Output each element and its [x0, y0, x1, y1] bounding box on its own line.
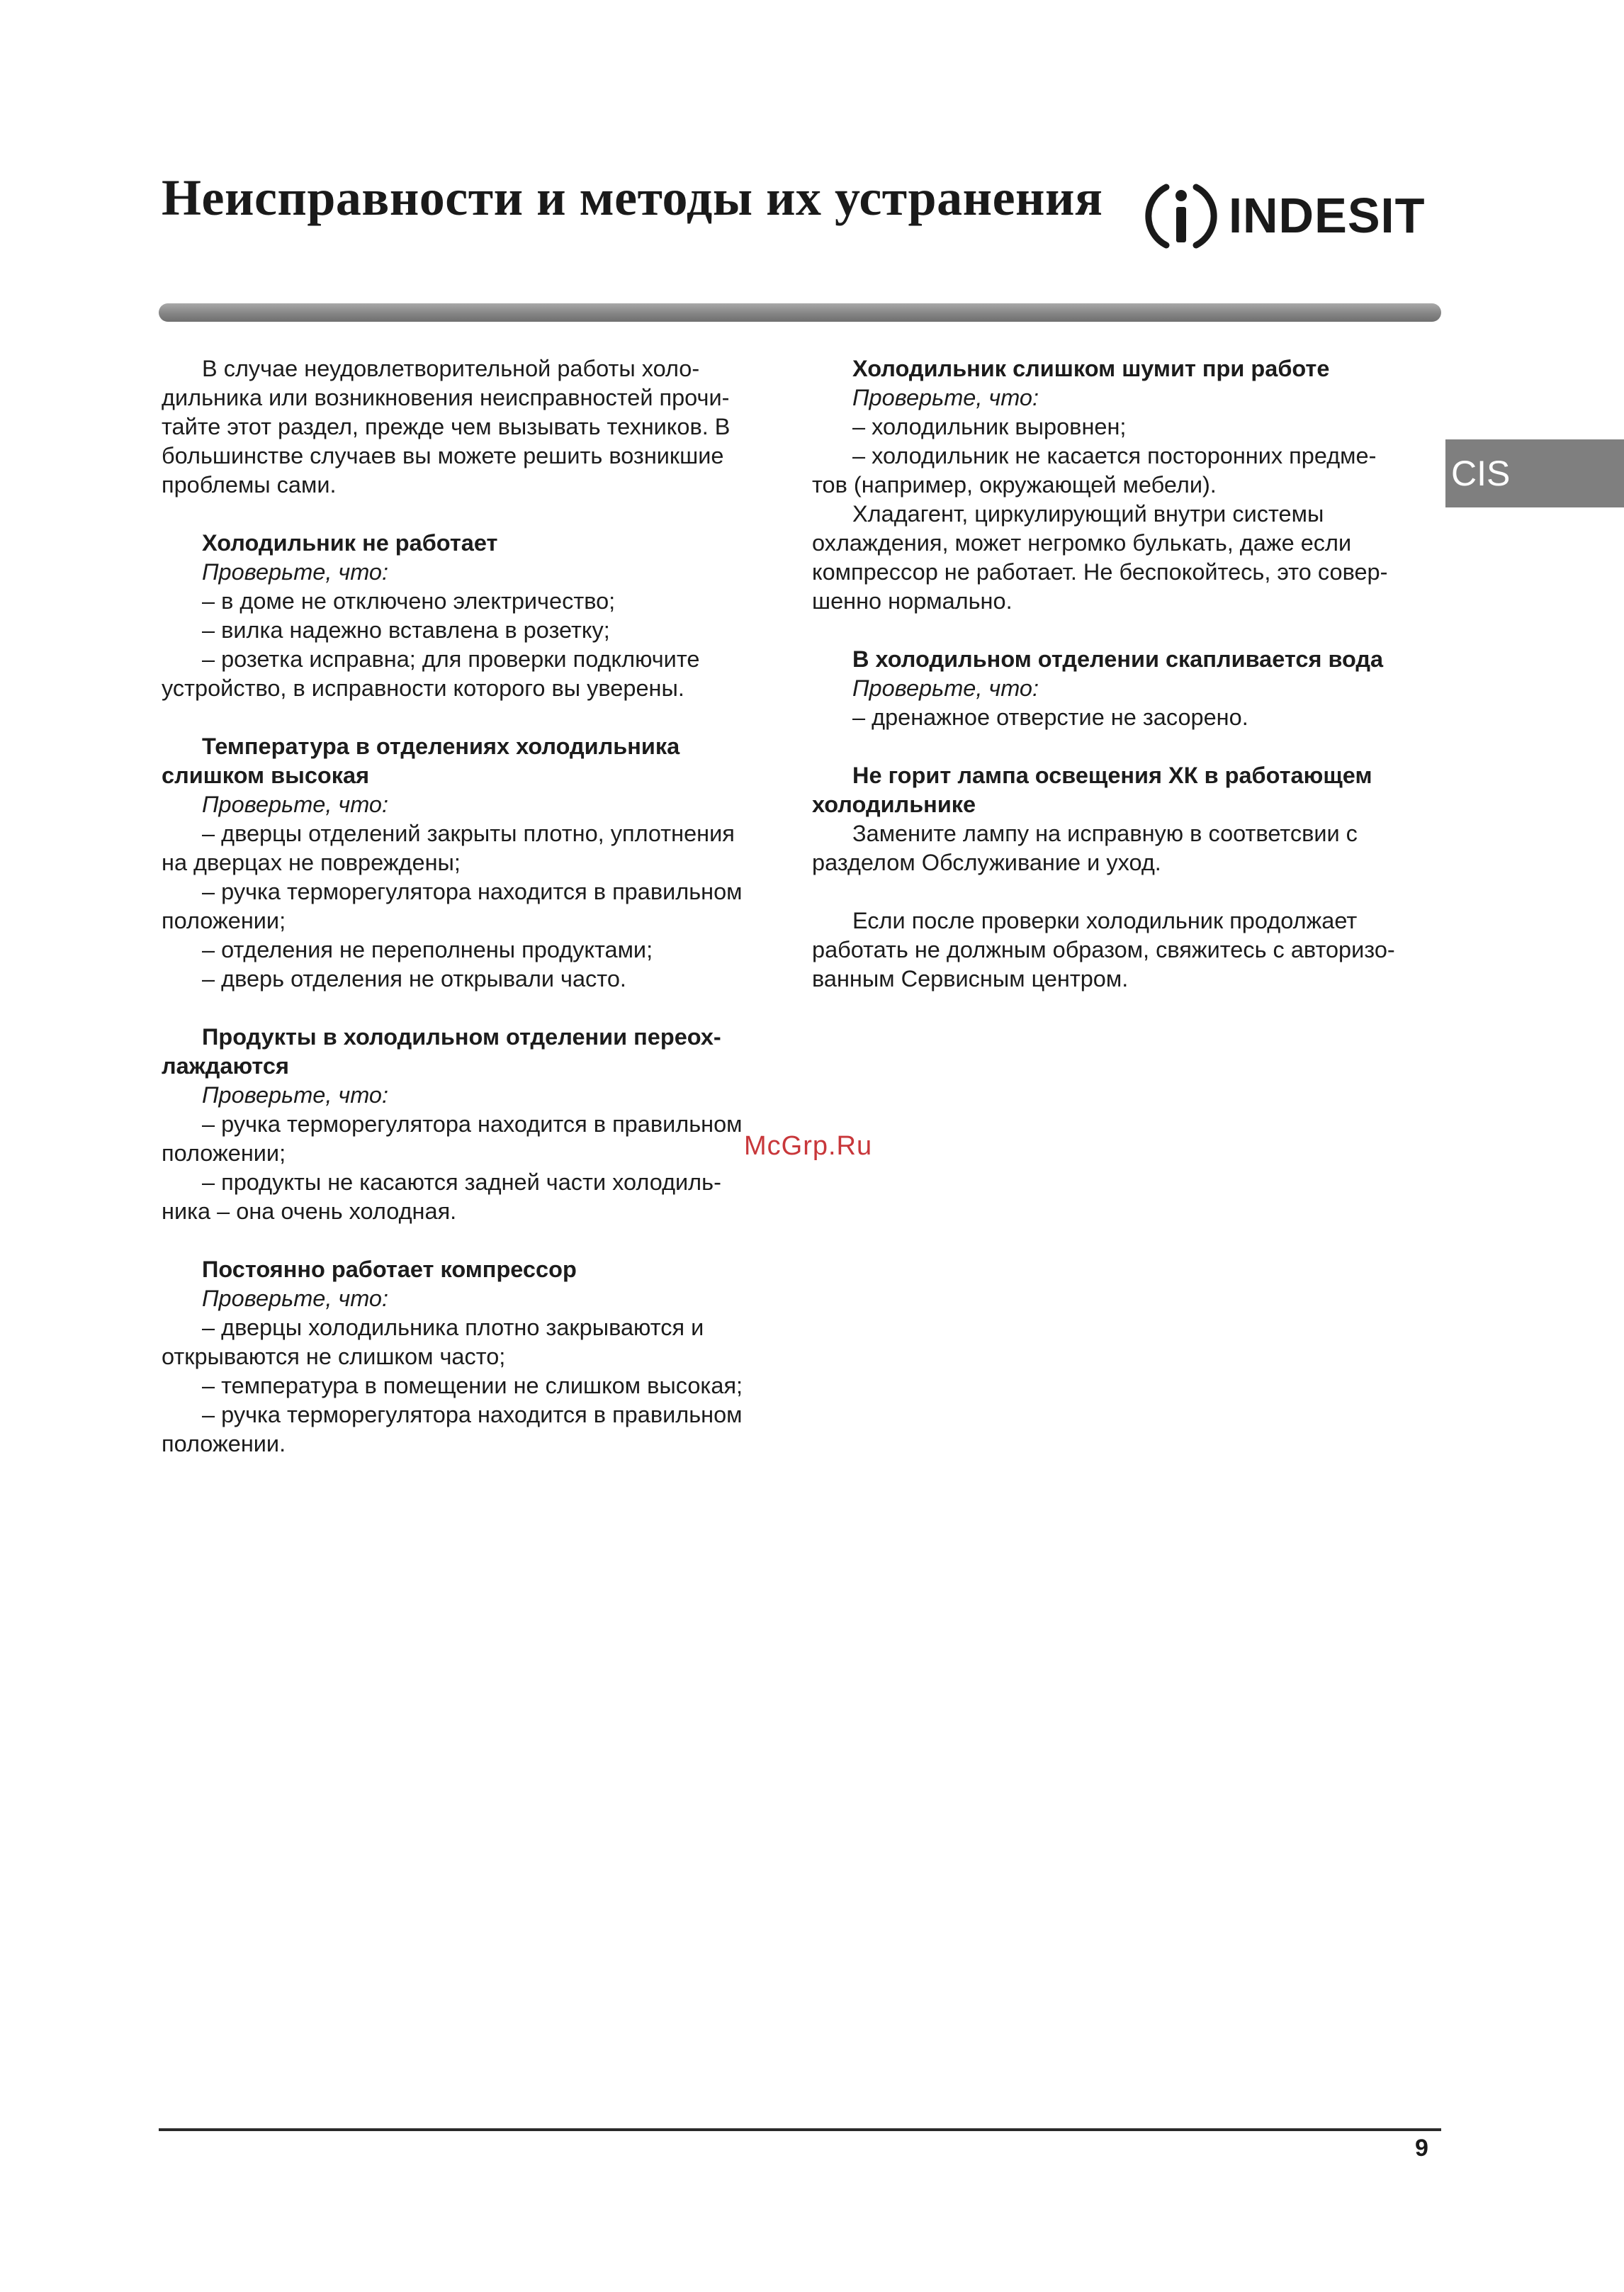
intro-paragraph: [162, 354, 772, 500]
section-heading: Не горит лампа освещения ХК в работающем: [852, 763, 1372, 788]
text-line: ванным Сервисным центром.: [812, 966, 1129, 991]
text-line: – в доме не отключено электричество;: [202, 588, 616, 614]
section-heading: Продукты в холодильном отделении переох-: [202, 1024, 721, 1050]
text-line: устройство, в исправности которого вы уверены.: [162, 675, 684, 701]
text-line: тов (например, окружающей мебели).: [812, 472, 1217, 498]
check-label: Проверьте, что:: [202, 792, 389, 817]
text-line: – продукты не касаются задней части холодиль-: [202, 1169, 721, 1195]
section-heading: В холодильном отделении скапливается вода: [852, 646, 1384, 672]
text-line: тайте этот раздел, прежде чем вызывать техников. В: [162, 414, 731, 439]
page-number: 9: [1415, 2135, 1428, 2162]
brand-logo: [1142, 177, 1426, 255]
outro-paragraph: [812, 906, 1423, 994]
text-line: – дверцы холодильника плотно закрываются и: [202, 1315, 704, 1340]
text-line: – вилка надежно вставлена в розетку;: [202, 617, 610, 643]
section-heading: Температура в отделениях холодильника: [202, 734, 680, 759]
text-line: положении;: [162, 1140, 286, 1166]
text-line: – розетка исправна; для проверки подключите: [202, 646, 700, 672]
indesit-logo-mark-icon: [1142, 177, 1220, 255]
section-heading: холодильнике: [812, 792, 976, 817]
text-line: – дверь отделения не открывали часто.: [202, 966, 626, 991]
section-water: [812, 645, 1423, 732]
text-line: В случае неудовлетворительной работы холо-: [202, 356, 700, 381]
text-line: открываются не слишком часто;: [162, 1344, 506, 1369]
brand-wordmark: INDESIT: [1229, 188, 1426, 243]
left-column: [162, 354, 772, 1459]
section-heading: Холодильник слишком шумит при работе: [852, 356, 1330, 381]
section-overcooling: [162, 1023, 772, 1226]
section-temperature-high: [162, 732, 772, 994]
text-line: – отделения не переполнены продуктами;: [202, 937, 653, 962]
header-divider: [159, 303, 1441, 322]
text-line: положении.: [162, 1431, 286, 1456]
text-line: – холодильник не касается посторонних предме-: [852, 443, 1377, 468]
text-line: – холодильник выровнен;: [852, 414, 1127, 439]
text-line: – ручка терморегулятора находится в правильном: [202, 1111, 743, 1137]
text-line: разделом Обслуживание и уход.: [812, 850, 1161, 875]
right-column: [812, 354, 1423, 994]
check-label: Проверьте, что:: [202, 1286, 389, 1311]
language-tab: CIS: [1445, 439, 1624, 507]
check-label: Проверьте, что:: [852, 385, 1039, 410]
text-line: – температура в помещении не слишком высокая;: [202, 1373, 743, 1398]
section-heading: Холодильник не работает: [202, 530, 498, 556]
section-heading: Постоянно работает компрессор: [202, 1257, 577, 1282]
section-heading: лаждаются: [162, 1053, 289, 1079]
footer-divider: [159, 2128, 1441, 2131]
section-lamp: [812, 761, 1423, 877]
text-line: – дверцы отделений закрыты плотно, уплотнения: [202, 821, 735, 846]
text-line: Хладагент, циркулирующий внутри системы: [852, 501, 1324, 527]
text-line: дильника или возникновения неисправностей прочи-: [162, 385, 730, 410]
text-line: – ручка терморегулятора находится в правильном: [202, 1402, 743, 1427]
text-line: – ручка терморегулятора находится в правильном: [202, 879, 743, 904]
text-line: большинстве случаев вы можете решить возникшие: [162, 443, 724, 468]
section-compressor: [162, 1255, 772, 1459]
check-label: Проверьте, что:: [202, 1082, 389, 1108]
watermark: McGrp.Ru: [744, 1131, 873, 1161]
text-line: ника – она очень холодная.: [162, 1198, 457, 1224]
text-line: Если после проверки холодильник продолжает: [852, 908, 1358, 933]
section-not-working: [162, 529, 772, 703]
section-heading: слишком высокая: [162, 763, 370, 788]
text-line: компрессор не работает. Не беспокойтесь, это совер-: [812, 559, 1388, 585]
text-line: охлаждения, может негромко булькать, даже если: [812, 530, 1352, 556]
text-line: на дверцах не повреждены;: [162, 850, 461, 875]
text-line: работать не должным образом, свяжитесь с авторизо-: [812, 937, 1395, 962]
check-label: Проверьте, что:: [202, 559, 389, 585]
text-line: положении;: [162, 908, 286, 933]
text-line: – дренажное отверстие не засорено.: [852, 704, 1248, 730]
section-noise: [812, 354, 1423, 616]
text-line: шенно нормально.: [812, 588, 1013, 614]
check-label: Проверьте, что:: [852, 675, 1039, 701]
text-line: проблемы сами.: [162, 472, 337, 498]
page-title: Неисправности и методы их устранения: [162, 169, 1103, 226]
text-line: Замените лампу на исправную в соответсвии с: [852, 821, 1358, 846]
